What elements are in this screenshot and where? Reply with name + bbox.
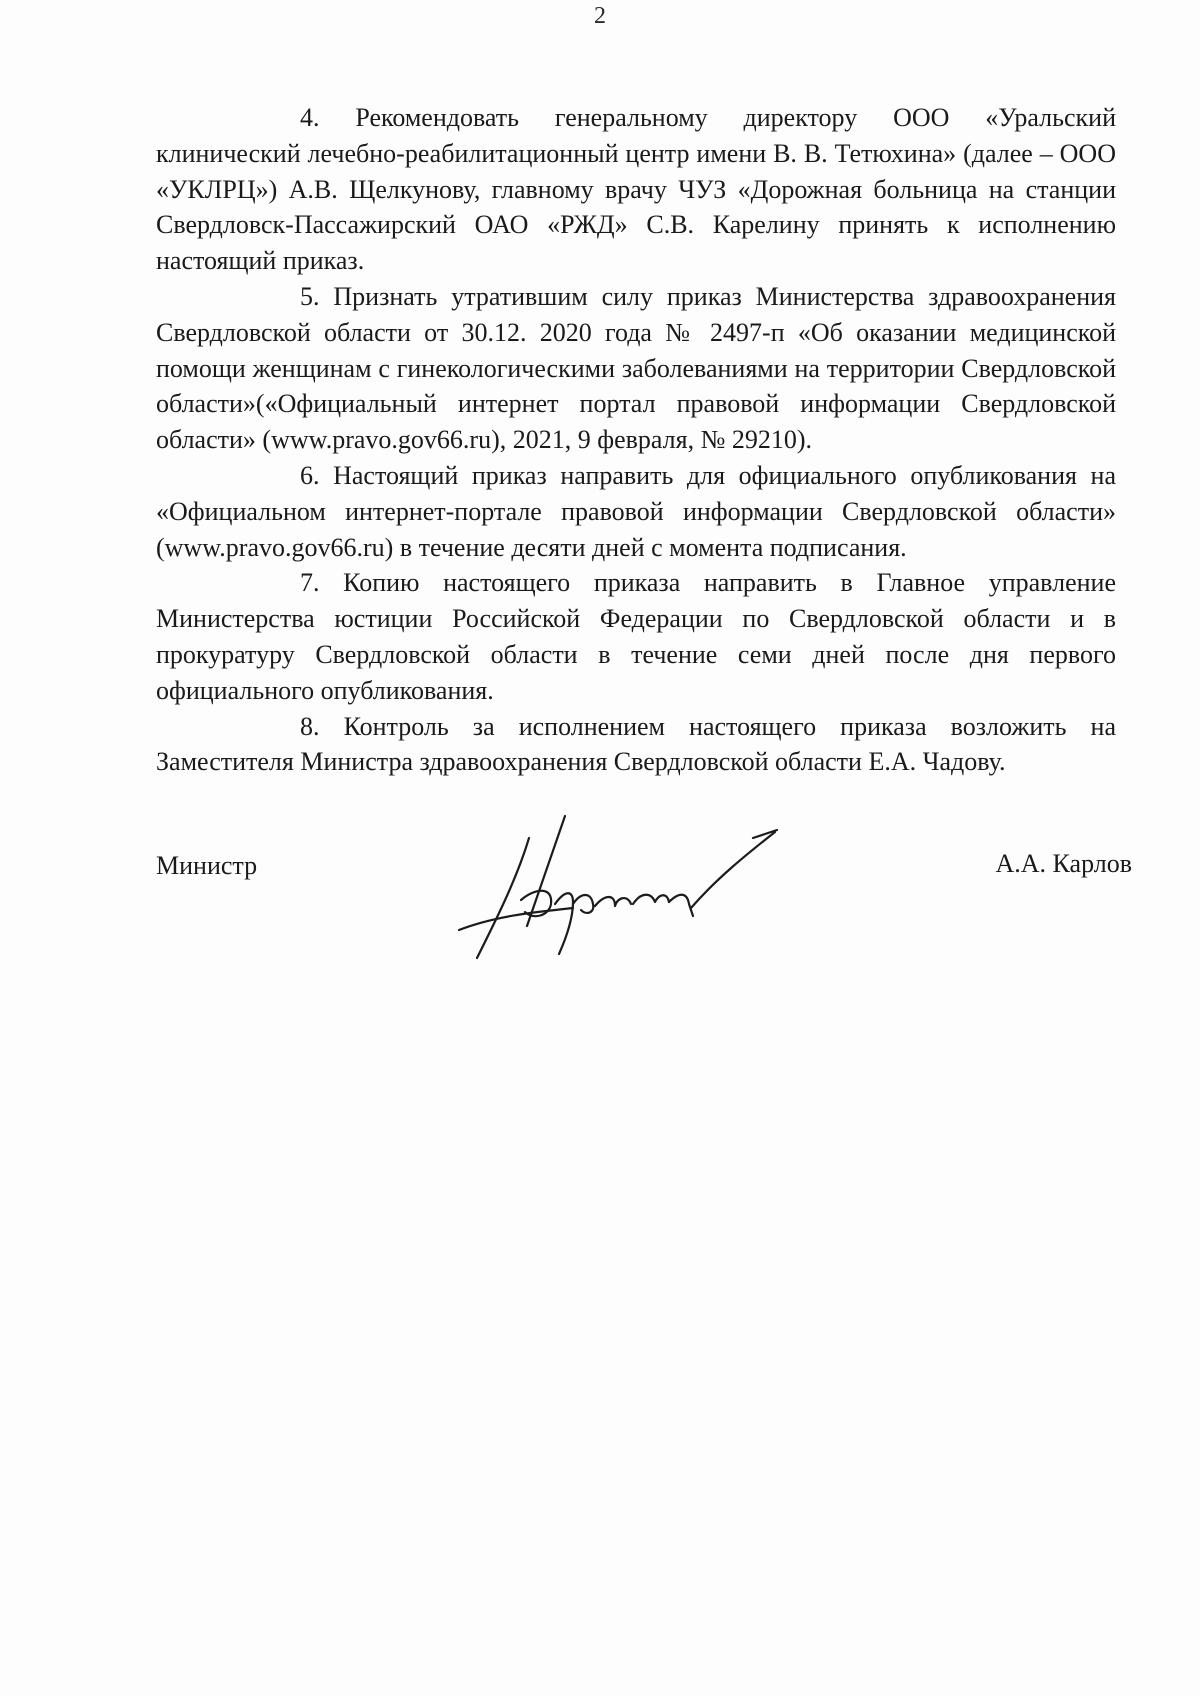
paragraph-4	[156, 100, 1116, 279]
paragraph-number: 4.	[300, 103, 320, 132]
signatory-title: Министр	[156, 851, 258, 880]
paragraph-number: 8.	[300, 711, 320, 741]
paragraph-text: Рекомендовать генеральному директору ООО «Уральский клинический лечебно-реабилитационный центр имени В. В. Тетюхина» (далее – ООО «УКЛРЦ») А.В. Щелкунову, главному врачу ЧУЗ «Дорожная больница на станции Свердловск-Пассажирский ОАО «РЖД» С.В. Карелину принять к исполнению настоящий приказ.	[156, 103, 1116, 276]
paragraph-text: Признать утратившим силу приказ Министерства здравоохранения Свердловской области от 30.12. 2020 года № 2497-п «Об оказании медицинской помощи женщинам с гинекологическими заболеваниями на территории Свердловской области»(«Официальный интернет портал правовой информации Свердловской области» (www.pravo.gov66.ru), 2021, 9 февраля, № 29210).	[156, 281, 1116, 455]
paragraph-6	[156, 458, 1116, 565]
paragraph-text: Копию настоящего приказа направить в Главное управление Министерства юстиции Российской Федерации по Свердловской области и в прокуратуру Свердловской области в течение семи дней после дня первого официального опубликования.	[156, 568, 1116, 705]
paragraph-text: Настоящий приказ направить для официального опубликования на «Официальном интернет-портале правовой информации Свердловской области» (www.pravo.gov66.ru) в течение десяти дней с момента подписания.	[156, 460, 1117, 562]
paragraph-5	[156, 279, 1116, 458]
paragraph-7	[156, 565, 1116, 708]
paragraph-number: 5.	[300, 281, 320, 311]
document-body	[156, 100, 1116, 780]
paragraph-8	[156, 709, 1116, 781]
signatory-name: А.А. Карлов	[995, 849, 1132, 878]
page-number: 2	[594, 3, 606, 29]
paragraph-number: 7.	[300, 568, 320, 598]
handwritten-signature	[455, 808, 795, 968]
paragraph-text: Контроль за исполнением настоящего приказа возложить на Заместителя Министра здравоохранения Свердловской области Е.А. Чадову.	[156, 711, 1117, 777]
paragraph-number: 6.	[300, 460, 320, 490]
